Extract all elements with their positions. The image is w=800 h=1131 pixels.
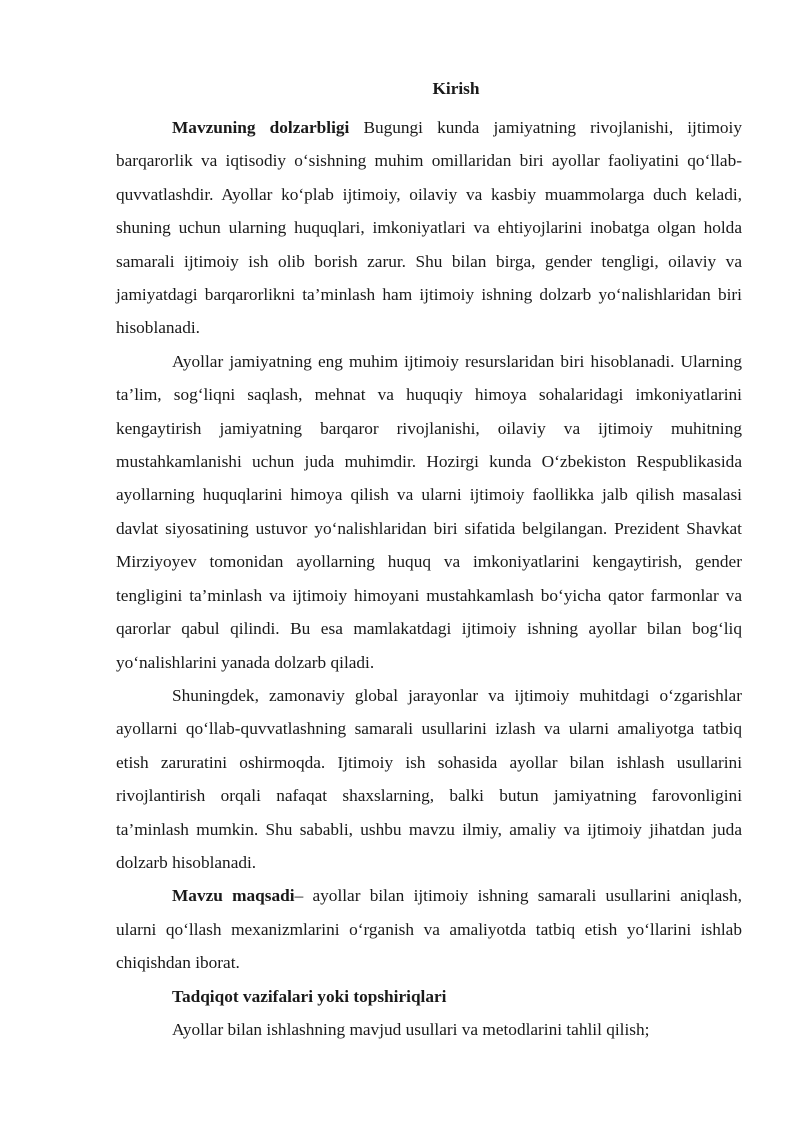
paragraph-text: Bugungi kunda jamiyatning rivojlanishi, ijtimoiy barqarorlik va iqtisodiy o‘sishning muhim omillaridan biri ayollar faoliyatini qo‘llab-quvvatlashdir. Ayollar ko‘plab ijtimoiy, oilaviy va kasbiy muammolarga duch keladi, shuning uchun ularning huquqlari, imkoniyatlari va ehtiyojlarini inobatga olgan holda samarali ijtimoiy ish olib borish zarur. Shu bilan birga, gender tengligi, oilaviy va jamiyatdagi barqarorlikni ta’minlash ham ijtimoiy ishning dolzarb yo‘nalishlaridan biri hisoblanadi. (116, 118, 742, 338)
section-heading-text: Tadqiqot vazifalari yoki topshiriqlari (172, 986, 447, 1006)
document-body (116, 72, 742, 1046)
section-heading (116, 980, 742, 1013)
paragraph-global-processes: Shuningdek, zamonaviy global jarayonlar va ijtimoiy muhitdagi o‘zgarishlar ayollarni qo‘llab-quvvatlashning samarali usullarini izlash va ularni amaliyotga tatbiq etish zaruratini oshirmoqda. Ijtimoiy ish sohasida ayollar bilan ishlash usullarini rivojlantirish orqali nafaqat shaxslarning, balki butun jamiyatning farovonligini ta’minlash mumkin. Shu sababli, ushbu mavzu ilmiy, amaliy va ijtimoiy jihatdan juda dolzarb hisoblanadi. (116, 685, 742, 872)
paragraph-text: – ayollar bilan ijtimoiy ishning samarali usullarini aniqlash, ularni qo‘llash mexanizmlarini o‘rganish va amaliyotda tatbiq etish yo‘llarini ishlab chiqishdan iborat. (116, 886, 742, 973)
page-title: Kirish (432, 79, 480, 98)
paragraph-goal (116, 879, 742, 979)
paragraph-women-resources: Ayollar jamiyatning eng muhim ijtimoiy resurslaridan biri hisoblanadi. Ularning ta’lim, sog‘liqni saqlash, mehnat va huquqiy himoya sohalaridagi imkoniyatlarini kengaytirish jamiyatning barqaror rivojlanishi, oilaviy va ijtimoiy muhitning mustahkamlanishi uchun juda muhimdir. Hozirgi kunda O‘zbekiston Respublikasida ayollarning huquqlarini himoya qilish va ularni ijtimoiy faollikka jalb qilish masalasi davlat siyosatining ustuvor yo‘nalishlaridan biri sifatida belgilangan. Prezident Shavkat Mirziyoyev tomonidan ayollarning huquq va imkoniyatlarini kengaytirish, gender tengligini ta’minlash va ijtimoiy himoyani mustahkamlash bo‘yicha qator farmonlar va qarorlar qabul qilindi. Bu esa mamlakatdagi ijtimoiy ishning ayollar bilan bog‘liq yo‘nalishlarini yanada dolzarb qiladi. (116, 351, 742, 672)
list-item: Ayollar bilan ishlashning mavjud usullari va metodlarini tahlil qilish; (172, 1019, 650, 1039)
paragraph-lead-goal: Mavzu maqsadi (172, 886, 295, 906)
paragraph-relevance (116, 111, 742, 345)
paragraph-lead-relevance: Mavzuning dolzarbligi (172, 118, 350, 137)
